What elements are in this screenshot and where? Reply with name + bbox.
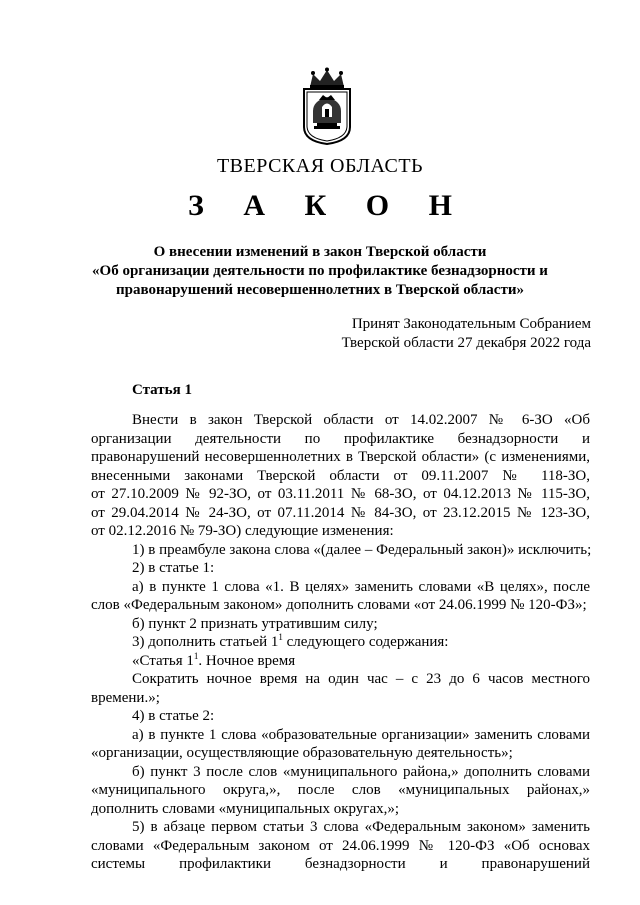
body-line: времени.»;	[91, 689, 160, 706]
body-line: от 02.12.2016 № 79-ЗО) следующие изменения:	[91, 523, 394, 539]
document-type-title: З А К О Н	[188, 189, 468, 222]
body-line: Внести в закон Тверской области от 14.02.2007 № 6-ЗО «Об	[132, 412, 590, 428]
body-text: . Ночное время	[198, 652, 296, 669]
body-line: 4) в статье 2:	[132, 708, 215, 724]
adoption-line: Тверской области 27 декабря 2022 года	[341, 335, 591, 351]
body-line	[91, 652, 590, 671]
body-line: б) пункт 2 признать утратившим силу;	[132, 615, 378, 632]
body-line: а) в пункте 1 слова «1. В целях» заменить словами «В целях», после	[132, 578, 590, 595]
body-line: а) в пункте 1 слова «образовательные организации» заменить словами	[132, 726, 590, 743]
body-line: организации деятельности по профилактике безнадзорности и	[91, 430, 590, 447]
body-line: «муниципального округа,», после слов «муниципальных районах,»	[91, 782, 590, 798]
article-heading: Статья 1	[132, 382, 192, 398]
law-subject	[70, 243, 570, 300]
region-name: ТВЕРСКАЯ ОБЛАСТЬ	[216, 155, 424, 177]
body-line: системы профилактики безнадзорности и правонарушений	[91, 856, 590, 872]
body-line: Сократить ночное время на один час – с 23 до 6 часов местного	[132, 671, 590, 687]
body-line: слов «Федеральным законом» дополнить словами «от 24.06.1999 № 120-ФЗ»;	[91, 597, 587, 613]
subject-line: «Об организации деятельности по профилактике безнадзорности и	[92, 263, 548, 279]
article-body	[91, 411, 590, 874]
body-line: от 29.04.2014 № 24-ЗО, от 07.11.2014 № 84-ЗО, от 23.12.2015 № 123-ЗО,	[91, 504, 590, 521]
body-line	[91, 633, 590, 652]
body-line: 1) в преамбуле закона слова «(далее – Федеральный закон)» исключить;	[132, 541, 592, 558]
subject-line: правонарушений несовершеннолетних в Тверской области»	[116, 282, 524, 298]
body-text: следующего содержания:	[282, 634, 449, 650]
body-line: внесенными законами Тверской области от 09.11.2007 № 118-ЗО,	[91, 467, 590, 484]
body-line: от 27.10.2009 № 92-ЗО, от 03.11.2011 № 68-ЗО, от 04.12.2013 № 115-ЗО,	[91, 486, 590, 502]
body-line: правонарушений несовершеннолетних в Тверской области» (с изменениями,	[91, 449, 590, 465]
body-line: 2) в статье 1:	[132, 560, 215, 576]
adoption-note	[342, 315, 591, 353]
body-line: 5) в абзаце первом статьи 3 слова «Федеральным законом» заменить	[132, 819, 590, 835]
subject-line: О внесении изменений в закон Тверской области	[153, 244, 487, 260]
body-line: дополнить словами «муниципальных округах,»;	[91, 800, 400, 817]
body-line: «организации, осуществляющие образовательную деятельность»;	[91, 745, 513, 761]
body-line: б) пункт 3 после слов «муниципального района,» дополнить словами	[132, 763, 590, 780]
body-text: «Статья 1	[132, 652, 194, 669]
body-line: словами «Федеральным законом от 24.06.1999 № 120-ФЗ «Об основах	[91, 837, 590, 854]
body-text: 3) дополнить статьей 1	[132, 634, 279, 650]
superscript: 1	[193, 650, 199, 661]
adoption-line: Принят Законодательным Собранием	[351, 316, 591, 332]
superscript: 1	[278, 632, 283, 642]
tver-coat-of-arms-icon	[301, 67, 353, 145]
